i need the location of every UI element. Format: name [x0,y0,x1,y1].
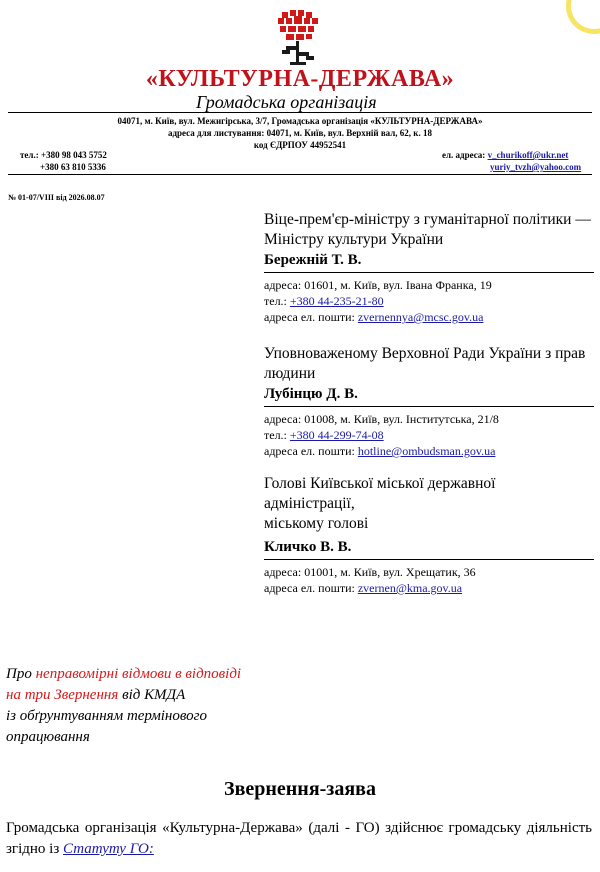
recipient-position: Уповноваженому Верховної Ради України з прав людини [264,345,586,382]
subject-line-3: із обґрунтуванням термінового [6,708,208,724]
subject-highlight: неправомірні відмови в відповіді [35,666,242,682]
recipient-block-3 [264,474,594,596]
mailing-address: адреса для листування: 04071, м. Київ, вул. Верхній вал, 62, к. 18 [168,128,432,138]
recipient-email-row [264,309,594,325]
email-label: адреса ел. пошти: [264,310,355,324]
email-label-text: ел. адреса: [442,150,486,160]
recipient-address: адреса: 01001, м. Київ, вул. Хрещатик, 36 [264,565,476,579]
edrpou-code: код ЄДРПОУ 44952541 [253,140,347,150]
recipient-position-line-2: адміністрації, [264,495,355,512]
org-type: Громадська організація [196,92,377,112]
email-link[interactable]: hotline@ombudsman.gov.ua [357,444,496,458]
recipient-email-row [264,580,594,596]
phone-2: +380 63 810 5336 [40,162,106,172]
phone-label: тел.: [264,294,287,308]
recipient-name: Кличко В. В. [264,537,594,560]
header-divider [8,112,592,113]
email-link-1[interactable]: v_churikoff@ukr.net [487,150,569,160]
subject-highlight: на три Звернення [6,687,119,703]
phone-label: тел.: [264,428,287,442]
recipient-block-1 [264,210,594,325]
document-title: Звернення-заява [224,778,376,800]
body-paragraph [6,818,592,860]
recipient-address: адреса: 01601, м. Київ, вул. Івана Франка, 19 [264,278,492,292]
subject-line-2 [6,685,241,706]
recipient-name: Лубінцю Д. В. [264,384,594,407]
header-bottom-divider [8,174,592,175]
subject-line-1 [6,664,241,685]
email-link[interactable]: zvernen@kma.gov.ua [357,581,463,595]
recipient-position: Віце-прем'єр-міністру з гуманітарної політики — Міністру культури України [264,211,591,248]
subject-line-4: опрацювання [6,729,90,745]
recipient-phone-row [264,427,594,443]
subject-block [6,664,241,748]
recipient-position-line-3: міському голові [264,515,369,532]
phone-1: тел.: +380 98 043 5752 [20,150,107,160]
subject-text: Про [6,666,36,682]
recipient-address: адреса: 01008, м. Київ, вул. Інститутська, 21/8 [264,412,499,426]
red-rose-logo [268,8,330,70]
decorative-corner-arc [558,0,600,42]
phone-link[interactable]: +380 44-299-74-08 [289,428,384,442]
statute-link[interactable]: Статуту ГО: [63,841,154,857]
org-name: «КУЛЬТУРНА-ДЕРЖАВА» [145,66,455,92]
document-number: № 01-07/VIII від 2026.08.07 [8,193,105,202]
recipient-block-2 [264,344,594,459]
email-link[interactable]: zvernennya@mcsc.gov.ua [357,310,484,324]
email-label: адреса ел. пошти: [264,444,355,458]
org-address: 04071, м. Київ, вул. Межигірська, 3/7, Громадська організація «КУЛЬТУРНА-ДЕРЖАВА» [117,116,483,126]
recipient-position-line-1: Голові Київської міської державної [264,475,496,492]
email-link-2-wrap [490,162,581,172]
email-link-2[interactable]: yuriy_tvzh@yahoo.com [490,162,582,172]
recipient-name: Бережній Т. В. [264,250,594,273]
email-label [442,150,568,160]
recipient-phone-row [264,293,594,309]
subject-text: від КМДА [118,687,186,703]
email-label: адреса ел. пошти: [264,581,355,595]
body-text: Громадська організація «Культурна-Держава» (далі - ГО) здійснює громадську діяльність згідно із [6,820,592,857]
phone-link[interactable]: +380 44-235-21-80 [289,294,384,308]
recipient-email-row [264,443,594,459]
